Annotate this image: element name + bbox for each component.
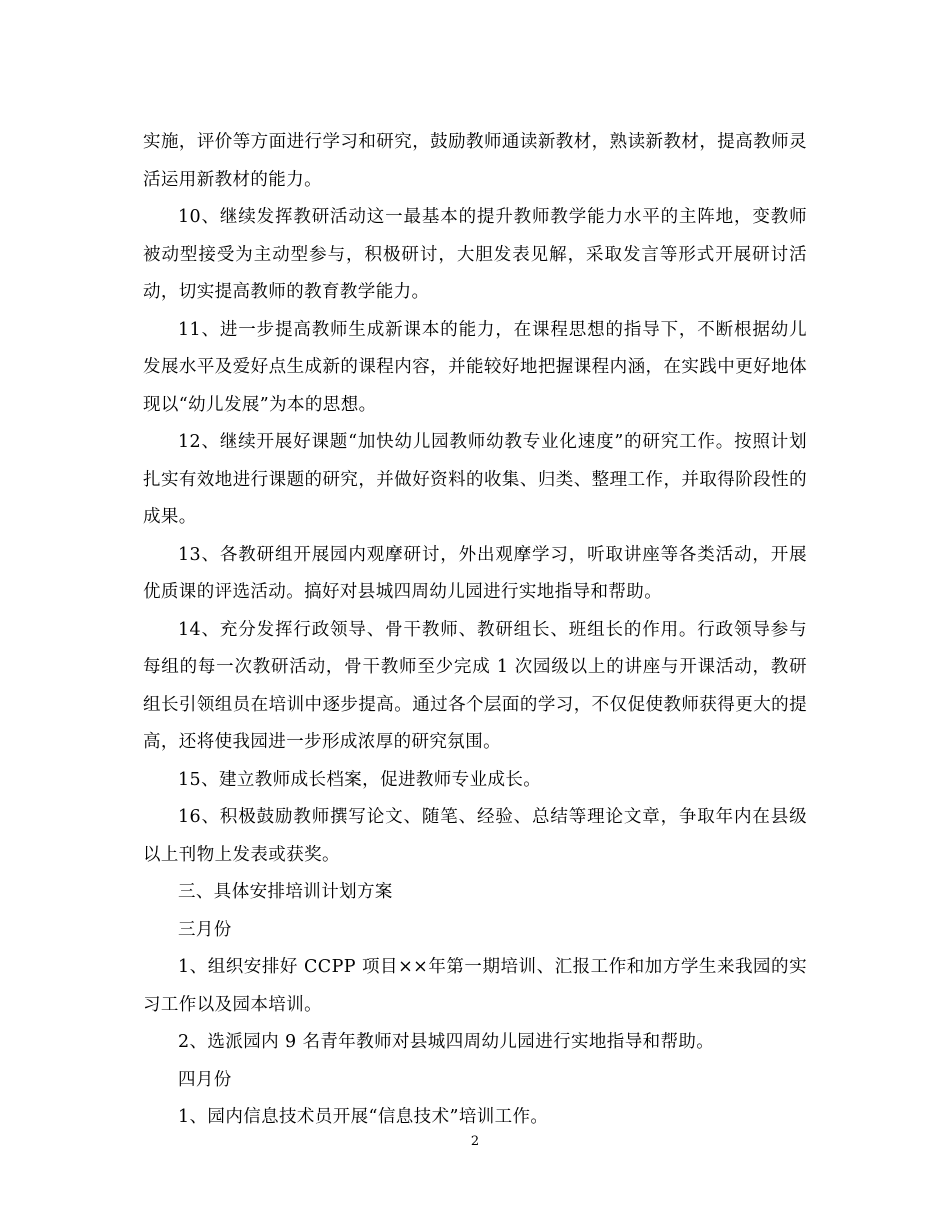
paragraph-item-14: 14、充分发挥行政领导、骨干教师、教研组长、班组长的作用。行政领导参与每组的每一次教研活动，骨干教师至少完成 1 次园级以上的讲座与开课活动，教研组长引领组员在培训中逐步提高。通过各个层面的学习，不仅促使教师获得更大的提高，还将使我园进一步形成浓厚的研究氛围。 (143, 619, 807, 752)
paragraph-item-12: 12、继续开展好课题“加快幼儿园教师幼教专业化速度”的研究工作。按照计划扎实有效地进行课题的研究，并做好资料的收集、归类、整理工作，并取得阶段性的成果。 (143, 432, 807, 527)
april-item-1: 1、园内信息技术员开展“信息技术”培训工作。 (178, 1107, 549, 1127)
month-heading-april: 四月份 (178, 1069, 232, 1090)
month-heading-march: 三月份 (178, 919, 232, 940)
paragraph-item-13: 13、各教研组开展园内观摩研讨，外出观摩学习，听取讲座等各类活动，开展优质课的评选活动。搞好对县城四周幼儿园进行实地指导和帮助。 (143, 544, 807, 602)
paragraph-item-10: 10、继续发挥教研活动这一最基本的提升教师教学能力水平的主阵地，变教师被动型接受为主动型参与，积极研讨，大胆发表见解，采取发言等形式开展研讨活动，切实提高教师的教育教学能力。 (143, 207, 807, 302)
document-body (143, 124, 807, 1137)
paragraph-item-16: 16、积极鼓励教师撰写论文、随笔、经验、总结等理论文章，争取年内在县级以上刊物上发表或获奖。 (143, 807, 807, 865)
paragraph-item-11: 11、进一步提高教师生成新课本的能力，在课程思想的指导下，不断根据幼儿发展水平及爱好点生成新的课程内容，并能较好地把握课程内涵，在实践中更好地体现以“幼儿发展”为本的思想。 (143, 319, 807, 415)
march-item-1: 1、组织安排好 CCPP 项目××年第一期培训、汇报工作和加方学生来我园的实习工作以及园本培训。 (143, 957, 807, 1015)
section-heading: 三、具体安排培训计划方案 (178, 882, 393, 902)
march-item-2: 2、选派园内 9 名青年教师对县城四周幼儿园进行实地指导和帮助。 (178, 1032, 715, 1052)
paragraph-item-15: 15、建立教师成长档案，促进教师专业成长。 (178, 769, 542, 790)
page-number: 2 (470, 1134, 480, 1149)
paragraph-continuation: 实施，评价等方面进行学习和研究，鼓励教师通读新教材，熟读新教材，提高教师灵活运用新教材的能力。 (143, 132, 807, 190)
